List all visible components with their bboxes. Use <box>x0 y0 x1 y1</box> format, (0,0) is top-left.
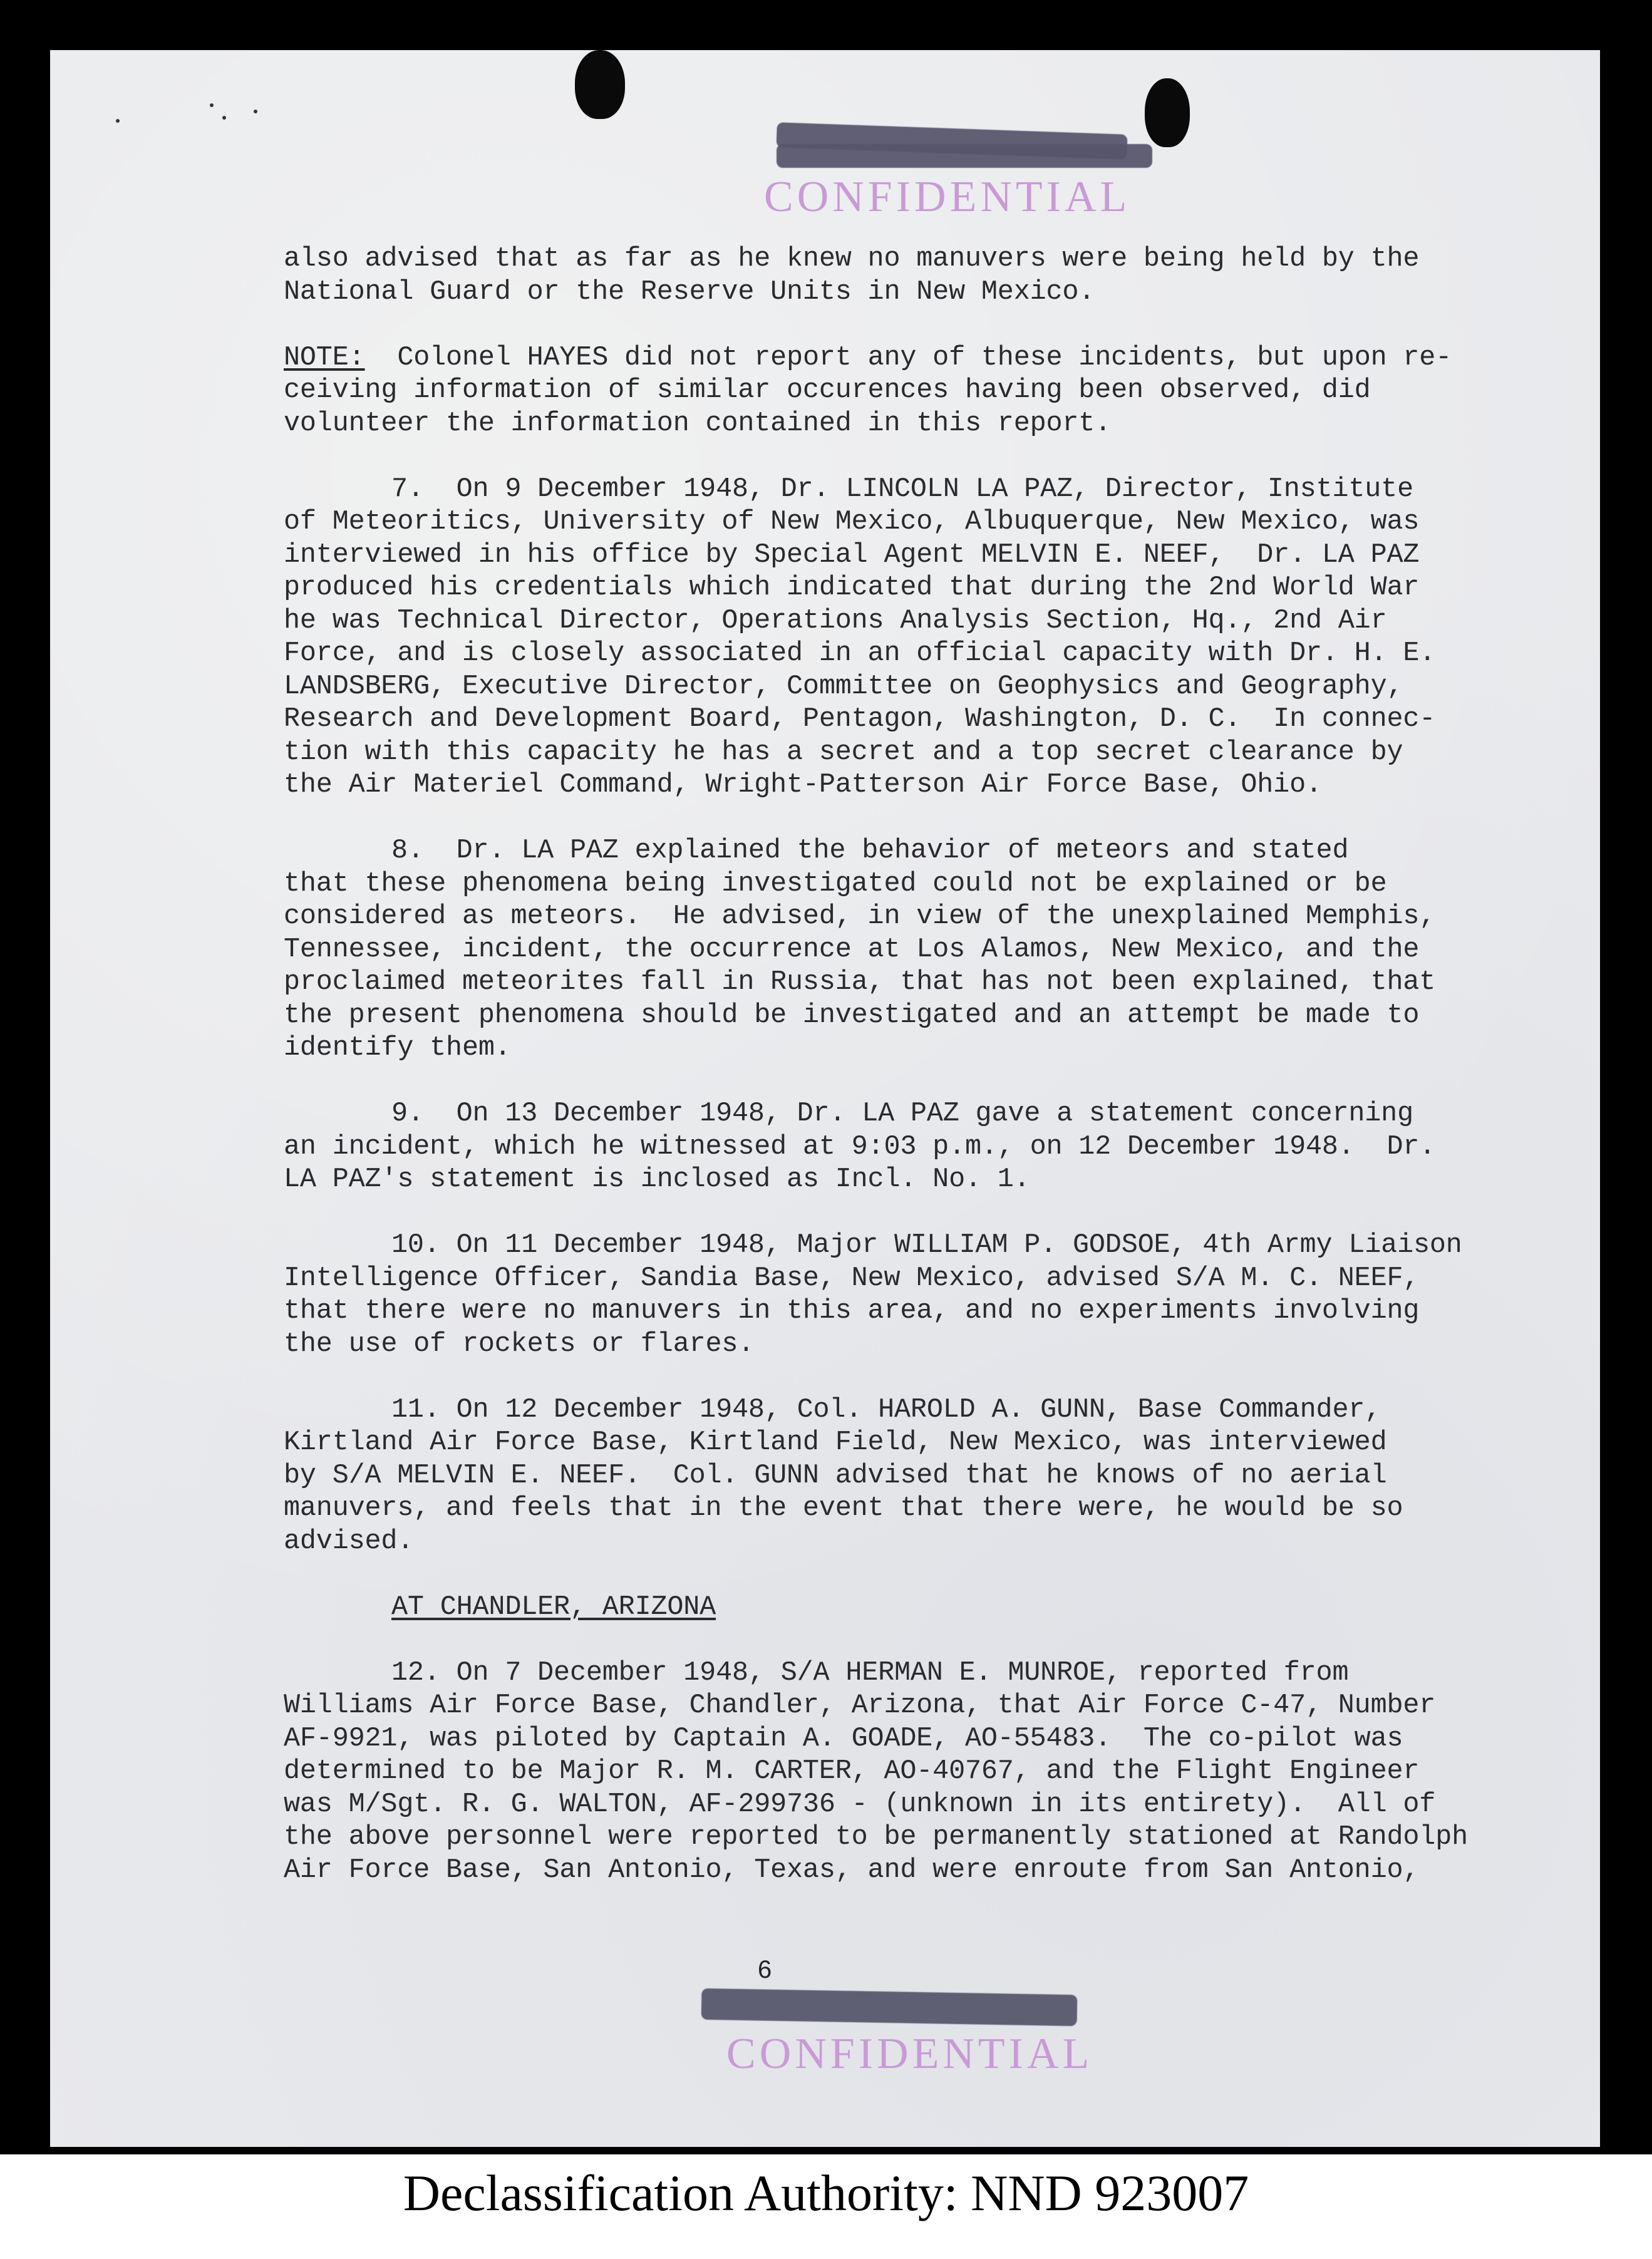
punch-hole-left <box>575 50 625 119</box>
line-text: identify them. <box>284 1033 511 1063</box>
text-line <box>284 966 1468 1000</box>
line-text: Force, and is closely associated in an official capacity with Dr. H. E. <box>284 638 1436 669</box>
text-line <box>284 572 1468 605</box>
line-text: proclaimed meteorites fall in Russia, that has not been explained, that <box>284 967 1436 998</box>
line-text: 7. On 9 December 1948, Dr. LINCOLN LA PAZ, Director, Institute <box>391 473 1413 505</box>
text-line <box>284 1821 1468 1854</box>
line-text: the present phenomena should be investigated and an attempt be made to <box>284 1000 1420 1031</box>
text-line <box>284 375 1468 408</box>
punch-hole-right <box>1145 78 1190 147</box>
line-text: manuvers, and feels that in the event that there were, he would be so <box>284 1493 1403 1524</box>
line-text: volunteer the information contained in this report. <box>284 408 1112 439</box>
line-text: ceiving information of similar occurences having been observed, did <box>284 375 1371 406</box>
speck <box>116 119 120 123</box>
speck <box>254 110 257 113</box>
line-text: LA PAZ's statement is inclosed as Incl. No. 1. <box>284 1164 1030 1195</box>
line-text: that there were no manuvers in this area, and no experiments involving <box>284 1296 1420 1326</box>
text-line <box>284 1131 1468 1164</box>
text-line <box>284 1032 1468 1065</box>
line-text: Williams Air Force Base, Chandler, Arizona, that Air Force C-47, Number <box>284 1690 1436 1721</box>
text-line <box>284 1427 1468 1460</box>
line-text: determined to be Major R. M. CARTER, AO-40767, and the Flight Engineer <box>284 1756 1420 1787</box>
line-text: that these phenomena being investigated could not be explained or be <box>284 868 1387 899</box>
line-text: 10. On 11 December 1948, Major WILLIAM P. GODSOE, 4th Army Liaison <box>391 1230 1462 1261</box>
text-line <box>284 1526 1468 1559</box>
text-line <box>284 1657 1468 1690</box>
paragraph <box>284 1098 1468 1197</box>
paragraph <box>284 243 1468 309</box>
line-text: Tennessee, incident, the occurrence at Los Alamos, New Mexico, and the <box>284 934 1420 965</box>
document-body <box>284 243 1468 1920</box>
line-text: Colonel HAYES did not report any of these incidents, but upon re- <box>364 342 1452 373</box>
text-line <box>284 901 1468 934</box>
section-heading <box>284 1591 1468 1625</box>
text-line <box>284 1263 1468 1296</box>
line-text: Kirtland Air Force Base, Kirtland Field, New Mexico, was interviewed <box>284 1427 1387 1458</box>
text-line <box>284 1690 1468 1723</box>
line-text: Intelligence Officer, Sandia Base, New Mexico, advised S/A M. C. NEEF, <box>284 1263 1420 1294</box>
page-number: 6 <box>758 1956 772 1983</box>
text-line <box>284 276 1468 309</box>
line-text: 11. On 12 December 1948, Col. HAROLD A. GUNN, Base Commander, <box>391 1394 1381 1425</box>
confidential-stamp-bottom: CONFIDENTIAL <box>726 2030 1093 2078</box>
text-line <box>284 1854 1468 1888</box>
line-text: LANDSBERG, Executive Director, Committee on Geophysics and Geography, <box>284 671 1403 702</box>
line-text: considered as meteors. He advised, in view of the unexplained Memphis, <box>284 901 1436 932</box>
line-text: tion with this capacity he has a secret and a top secret clearance by <box>284 737 1403 768</box>
line-text: 8. Dr. LA PAZ explained the behavior of meteors and stated <box>391 835 1349 866</box>
paragraph <box>284 1394 1468 1559</box>
redaction-mark-bottom <box>701 1988 1078 2026</box>
text-line <box>284 408 1468 441</box>
text-line <box>284 243 1468 276</box>
text-line <box>284 506 1468 539</box>
line-text: also advised that as far as he knew no manuvers were being held by the <box>284 244 1420 274</box>
line-text: 9. On 13 December 1948, Dr. LA PAZ gave a statement concerning <box>391 1098 1413 1129</box>
text-line <box>284 671 1468 704</box>
text-line <box>284 1591 1468 1625</box>
text-line <box>284 1460 1468 1493</box>
line-text: he was Technical Director, Operations Analysis Section, Hq., 2nd Air <box>284 605 1387 636</box>
line-text: an incident, which he witnessed at 9:03 p.m., on 12 December 1948. Dr. <box>284 1131 1436 1162</box>
paragraph <box>284 1229 1468 1361</box>
text-line <box>284 703 1468 737</box>
line-text: interviewed in his office by Special Agent MELVIN E. NEEF, Dr. LA PAZ <box>284 539 1420 571</box>
line-text: produced his credentials which indicated that during the 2nd World War <box>284 572 1420 603</box>
line-text: AF-9921, was piloted by Captain A. GOADE, AO-55483. The co-pilot was <box>284 1723 1403 1754</box>
text-line <box>284 342 1468 375</box>
line-text: National Guard or the Reserve Units in New Mexico. <box>284 276 1095 308</box>
declassification-footer: Declassification Authority: NND 923007 <box>403 2164 1249 2221</box>
line-text: the use of rockets or flares. <box>284 1328 755 1360</box>
line-text: advised. <box>284 1526 414 1557</box>
text-line <box>284 1492 1468 1526</box>
paragraph <box>284 835 1468 1065</box>
text-line <box>284 868 1468 901</box>
speck <box>210 103 214 107</box>
text-line <box>284 1723 1468 1756</box>
text-line <box>284 769 1468 802</box>
text-line <box>284 605 1468 638</box>
heading-text: AT CHANDLER, ARIZONA <box>391 1591 716 1623</box>
line-text: was M/Sgt. R. G. WALTON, AF-299736 - (unknown in its entirety). All of <box>284 1789 1436 1820</box>
text-line <box>284 934 1468 967</box>
paragraph <box>284 1657 1468 1888</box>
line-text: Air Force Base, San Antonio, Texas, and were enroute from San Antonio, <box>284 1854 1420 1886</box>
text-line <box>284 638 1468 671</box>
paragraph <box>284 473 1468 802</box>
text-line <box>284 1164 1468 1197</box>
redaction-mark-top <box>777 144 1152 168</box>
text-line <box>284 1000 1468 1033</box>
note-paragraph <box>284 342 1468 441</box>
note-label: NOTE: <box>284 342 365 373</box>
line-text: of Meteoritics, University of New Mexico, Albuquerque, New Mexico, was <box>284 507 1420 537</box>
text-line <box>284 1295 1468 1328</box>
text-line <box>284 1328 1468 1362</box>
text-line <box>284 737 1468 770</box>
document-page <box>50 50 1600 2147</box>
confidential-stamp-top: CONFIDENTIAL <box>764 173 1131 221</box>
text-line <box>284 1394 1468 1427</box>
line-text: Research and Development Board, Pentagon, Washington, D. C. In connec- <box>284 704 1436 735</box>
text-line <box>284 835 1468 868</box>
text-line <box>284 1789 1468 1822</box>
text-line <box>284 1229 1468 1263</box>
line-text: 12. On 7 December 1948, S/A HERMAN E. MUNROE, reported from <box>391 1657 1349 1688</box>
text-line <box>284 1755 1468 1789</box>
line-text: the Air Materiel Command, Wright-Patterson Air Force Base, Ohio. <box>284 770 1322 800</box>
speck <box>222 116 226 120</box>
line-text: the above personnel were reported to be permanently stationed at Randolph <box>284 1822 1469 1853</box>
line-text: by S/A MELVIN E. NEEF. Col. GUNN advised that he knows of no aerial <box>284 1460 1387 1491</box>
text-line <box>284 539 1468 572</box>
text-line <box>284 1098 1468 1131</box>
text-line <box>284 473 1468 507</box>
